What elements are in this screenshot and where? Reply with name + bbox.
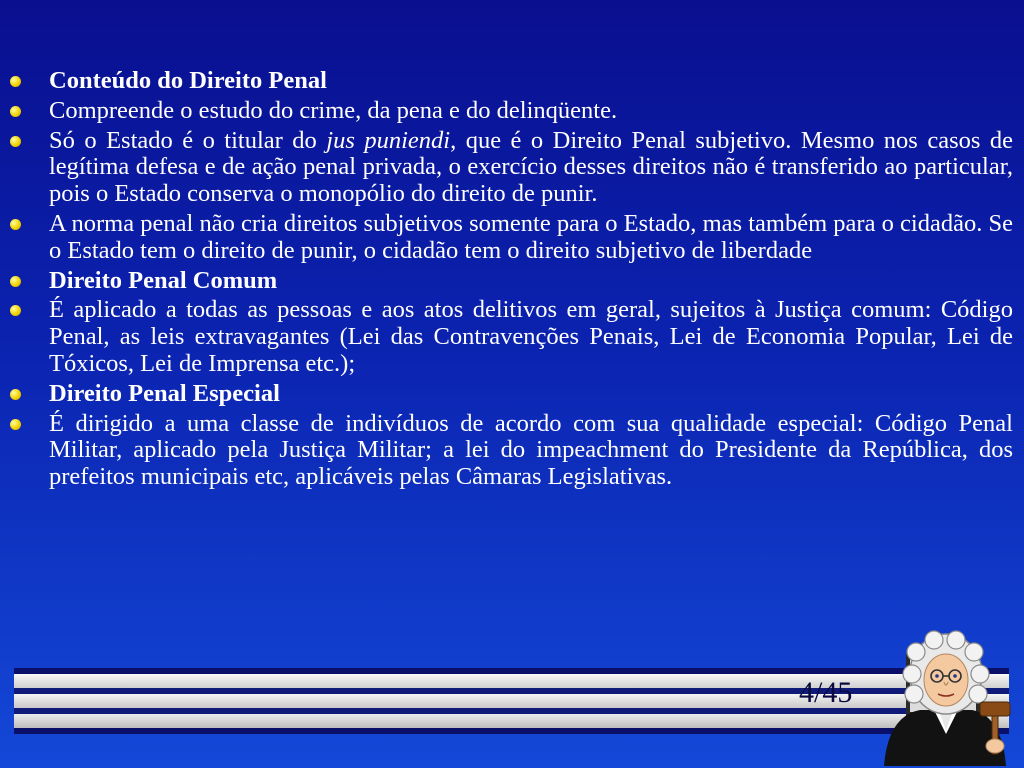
- bullet-item: [10, 268, 1013, 295]
- bullet-dot-icon: [10, 419, 21, 430]
- bullet-dot-icon: [10, 276, 21, 287]
- bullet-text-italic: jus puniendi: [326, 126, 451, 154]
- footer-stripe: [14, 674, 1009, 688]
- bullet-dot-icon: [10, 106, 21, 117]
- bullet-text: Compreende o estudo do crime, da pena e do delinqüente.: [49, 96, 618, 124]
- bullet-item: [10, 297, 1013, 377]
- footer-stripe: [14, 714, 1009, 728]
- footer-stripe: [14, 694, 1009, 708]
- page-indicator: 4/45: [799, 676, 853, 709]
- bullet-item: [10, 411, 1013, 491]
- judge-with-gavel-icon: [876, 630, 1016, 766]
- bullet-text: É dirigido a uma classe de indivíduos de acordo com sua qualidade especial: Código Penal Militar, aplicado pela Justiça Militar; a lei do impeachment do Presidente da República, dos prefeitos municipais etc, aplicáveis pelas Câmaras Legislativas.: [49, 409, 1013, 491]
- bullet-text: É aplicado a todas as pessoas e aos atos delitivos em geral, sujeitos à Justiça comum: Código Penal, as leis extravagantes (Lei das Contravenções Penais, Lei de Economia Popular, Lei de Tóxicos, Lei de Imprensa etc.);: [49, 296, 1013, 377]
- bullet-text-pre: Só o Estado é o titular do: [49, 126, 327, 154]
- bullet-dot-icon: [10, 136, 21, 147]
- bullet-item: [10, 98, 1013, 125]
- footer-stripe: [14, 728, 1009, 734]
- bullet-text: A norma penal não cria direitos subjetivos somente para o Estado, mas também para o cidadão. Se o Estado tem o direito de punir, o cidadão tem o direito subjetivo de liberdade: [49, 209, 1013, 264]
- bullet-item: [10, 68, 1013, 95]
- bullet-text-post: , que é o Direito Penal subjetivo. Mesmo nos casos de legítima defesa e de ação penal privada, o exercício desses direitos não é transferido ao particular, pois o Estado conserva o monopólio do direito de punir.: [49, 126, 1013, 208]
- bullet-dot-icon: [10, 305, 21, 316]
- footer-bar: [14, 668, 1009, 736]
- bullet-item: [10, 128, 1013, 208]
- bullet-dot-icon: [10, 219, 21, 230]
- bullet-item: [10, 381, 1013, 408]
- bullet-text: Direito Penal Especial: [49, 379, 280, 407]
- bullet-text: Conteúdo do Direito Penal: [49, 67, 327, 94]
- bullet-item: [10, 211, 1013, 265]
- bullet-dot-icon: [10, 389, 21, 400]
- slide-content: [10, 68, 1013, 494]
- bullet-dot-icon: [10, 76, 21, 87]
- bullet-text: Direito Penal Comum: [49, 266, 278, 294]
